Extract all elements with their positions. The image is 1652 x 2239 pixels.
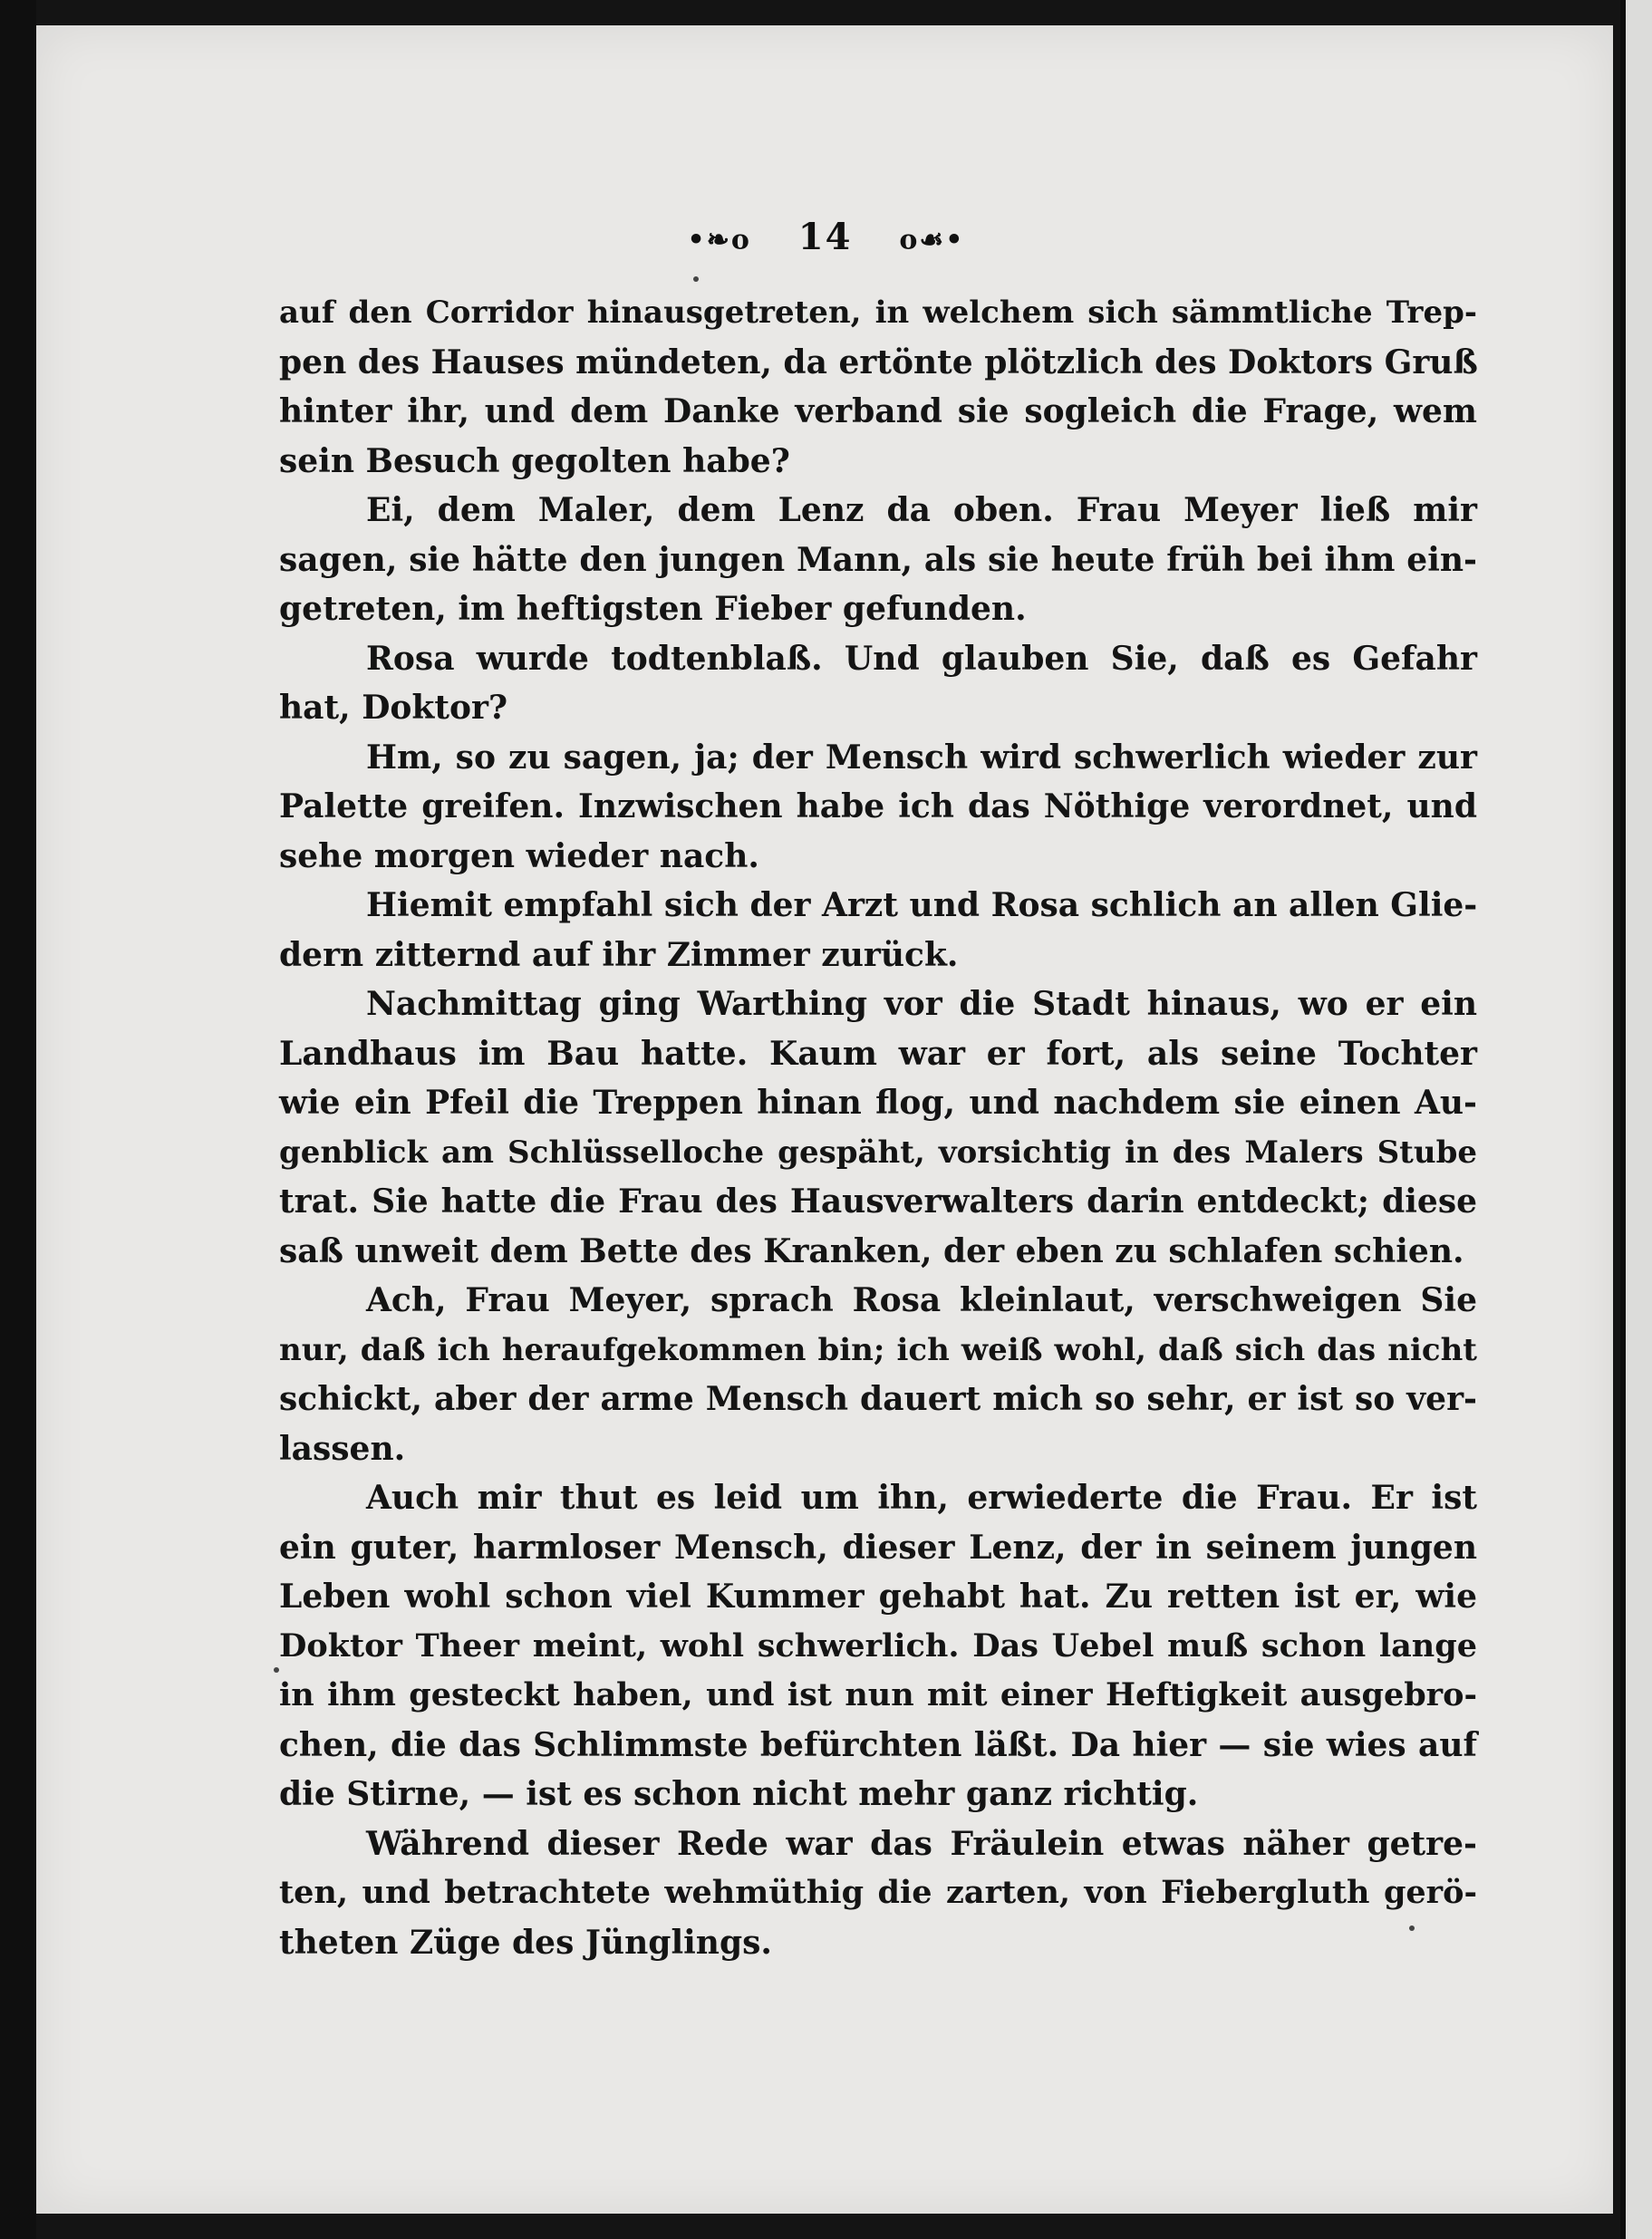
text-line: getreten, im heftigsten Fieber gefunden. xyxy=(279,590,1027,628)
text-line: Nachmittag ging Warthing vor die Stadt hinaus, wo er ein xyxy=(366,985,1477,1023)
text-line: Leben wohl schon viel Kummer gehabt hat. Zu retten ist er, wie xyxy=(279,1578,1477,1616)
text-line: Während dieser Rede war das Fräulein etwas näher getre- xyxy=(366,1824,1477,1863)
text-line: dern zitternd auf ihr Zimmer zurück. xyxy=(279,935,959,974)
paper-speck xyxy=(274,1667,279,1673)
text-line: sein Besuch gegolten habe? xyxy=(279,441,790,480)
ornament-left-icon: •❧o xyxy=(687,224,751,256)
text-line: die Stirne, — ist es schon nicht mehr ganz richtig. xyxy=(279,1775,1199,1813)
ornament-right-icon: o☙• xyxy=(899,224,965,256)
page-header xyxy=(0,216,1652,258)
text-line: Palette greifen. Inzwischen habe ich das Nöthige verordnet, und xyxy=(279,787,1477,825)
text-line: Rosa wurde todtenblaß. Und glauben Sie, daß es Gefahr xyxy=(366,639,1477,678)
text-line: ten, und betrachtete wehmüthig die zarten, von Fiebergluth gerö- xyxy=(279,1874,1477,1911)
text-line: lassen. xyxy=(279,1429,406,1468)
text-line: trat. Sie hatte die Frau des Hausverwalters darin entdeckt; diese xyxy=(279,1182,1477,1221)
text-line: auf den Corridor hinausgetreten, in welchem sich sämmtliche Trep- xyxy=(279,294,1477,331)
text-line: in ihm gesteckt haben, und ist nun mit einer Heftigkeit ausgebro- xyxy=(279,1676,1477,1713)
text-line: hinter ihr, und dem Danke verband sie sogleich die Frage, wem xyxy=(279,392,1477,430)
paper-speck xyxy=(693,276,699,282)
text-line: theten Züge des Jünglings. xyxy=(279,1923,772,1962)
adjacent-page-edge xyxy=(1620,0,1652,2239)
text-line: Ei, dem Maler, dem Lenz da oben. Frau Meyer ließ mir xyxy=(366,491,1477,529)
text-line: Auch mir thut es leid um ihn, erwiederte die Frau. Er ist xyxy=(366,1479,1477,1517)
page-number: 14 xyxy=(797,216,853,258)
text-line: genblick am Schlüsselloche gespäht, vorsichtig in des Malers Stube xyxy=(279,1134,1477,1171)
text-line: schickt, aber der arme Mensch dauert mich so sehr, er ist so ver- xyxy=(279,1380,1477,1418)
text-line: sehe morgen wieder nach. xyxy=(279,836,759,875)
text-line: Ach, Frau Meyer, sprach Rosa kleinlaut, verschweigen Sie xyxy=(366,1281,1477,1319)
text-line: Landhaus im Bau hatte. Kaum war er fort, als seine Tochter xyxy=(279,1034,1477,1073)
scan-left-edge xyxy=(0,0,36,2239)
text-line: hat, Doktor? xyxy=(279,689,508,727)
text-line: pen des Hauses mündeten, da ertönte plötzlich des Doktors Gruß xyxy=(279,343,1478,381)
text-line: Doktor Theer meint, wohl schwerlich. Das Uebel muß schon lange xyxy=(279,1626,1477,1665)
text-line: saß unweit dem Bette des Kranken, der eben zu schlafen schien. xyxy=(279,1231,1464,1270)
body-text xyxy=(279,288,1477,1967)
text-line: Hiemit empfahl sich der Arzt und Rosa schlich an allen Glie- xyxy=(366,886,1478,924)
text-line: ein guter, harmloser Mensch, dieser Lenz, der in seinem jungen xyxy=(279,1528,1477,1567)
text-line: sagen, sie hätte den jungen Mann, als sie heute früh bei ihm ein- xyxy=(279,540,1477,579)
paper-speck xyxy=(1409,1925,1415,1931)
text-line: wie ein Pfeil die Treppen hinan flog, und nachdem sie einen Au- xyxy=(279,1084,1477,1122)
text-line: Hm, so zu sagen, ja; der Mensch wird schwerlich wieder zur xyxy=(366,738,1477,777)
text-line: nur, daß ich heraufgekommen bin; ich weiß wohl, daß sich das nicht xyxy=(279,1331,1477,1368)
text-line: chen, die das Schlimmste befürchten läßt. Da hier — sie wies auf xyxy=(279,1725,1477,1764)
